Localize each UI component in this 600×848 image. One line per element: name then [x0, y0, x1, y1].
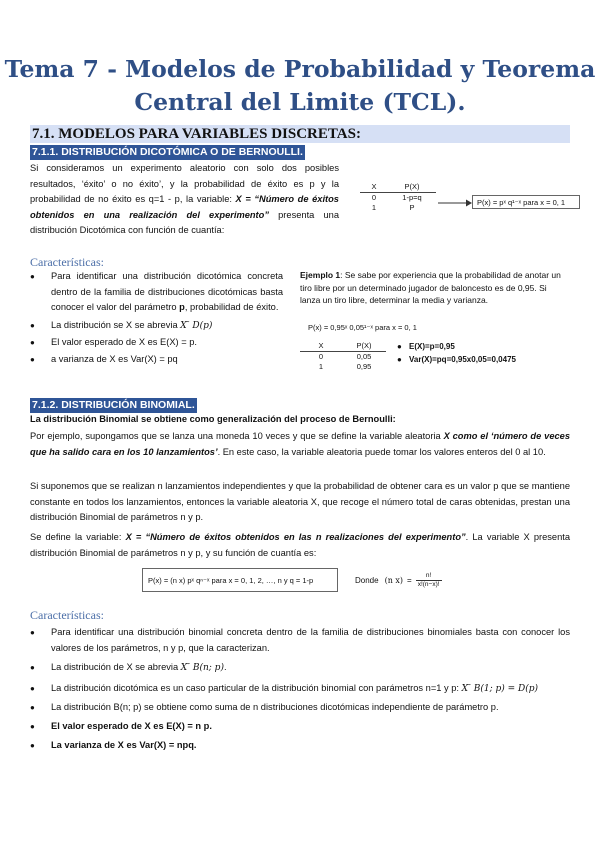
binomial-intro: La distribución Binomial se obtiene como generalización del proceso de Bernoulli: — [30, 414, 396, 424]
list-item: ● El valor esperado de X es E(X) = n p. — [30, 719, 570, 735]
combination-definition: Donde (n x) = $\frac{n!}{x!(n-x)!}$ — [355, 571, 440, 588]
table-header: P(X) — [356, 341, 372, 350]
example-1-formula: P(x) = 0,95ˣ 0,05¹⁻ˣ para x = 0, 1 — [308, 323, 417, 332]
bernoulli-formula: P(x) = pˣ q¹⁻ˣ para x = 0, 1 — [472, 195, 580, 209]
table-cell: P — [409, 203, 415, 212]
page-title — [0, 53, 600, 119]
arrow-right-icon — [438, 198, 472, 208]
section-heading-7-1-1: 7.1.1. DISTRIBUCIÓN DICOTÓMICA O DE BERNOULLI. — [32, 146, 303, 158]
binomial-paragraph-3: Se define la variable: X = “Número de éxitos obtenidos en las n realizaciones del experimento”. La variable X presenta distribución Binomial de parámetros n y p, y su función de cuantía es: — [30, 532, 570, 558]
example-1-text: Ejemplo 1: Se sabe por experiencia que la probabilidad de anotar un tiro libre por un determinado jugador de baloncesto es de 0,95. Si lanza un tiro libre, determinar la media y varianza. — [300, 270, 561, 305]
list-item: ● Para identificar una distribución dicotómica concreta dentro de la familia de distribuciones dicotómicas basta conocer el valor del parámetro p, probabilidad de éxito. — [30, 269, 283, 316]
table-header: X — [371, 182, 377, 191]
list-item: ● La distribución B(n; p) se obtiene como suma de n distribuciones dicotómicas independiente de parámetro p. — [30, 700, 570, 716]
binomial-paragraph-1: Por ejemplo, supongamos que se lanza una moneda 10 veces y que se define la variable aleatoria X como el ‘número de veces que ha salido cara en los 10 lanzamientos’. En este caso, la variable aleatoria puede tomar los valores enteros del 0 al 10. — [30, 431, 570, 457]
table-cell: 1-p=q — [402, 193, 422, 202]
list-item: ● El valor esperado de X es E(X) = p. — [30, 335, 283, 351]
bernoulli-table — [360, 182, 436, 213]
example-1-table — [300, 341, 386, 372]
list-item: ● La distribución se X se abrevia X ̃ D(p) — [30, 318, 283, 335]
combination-symbol: (n x) — [384, 575, 404, 585]
list-item: ● La varianza de X es Var(X) = npq. — [30, 738, 570, 754]
table-header: X — [318, 341, 324, 350]
list-item: ● E(X)=p=0,95 — [397, 340, 516, 353]
characteristics-heading: Características: — [30, 608, 104, 622]
list-item: ● La distribución de X se abrevia X ̃ B(n; p). — [30, 660, 570, 677]
table-cell: 0,05 — [356, 352, 372, 361]
binomial-paragraph-2: Si suponemos que se realizan n lanzamientos independientes y que la probabilidad de obtener cara es un valor p que se mantiene constante en todos los lanzamientos, entonces la variable aleatoria X, que recoge el número total de caras obtenidas, prestan una distribución Binomial de parámetros n y p. — [30, 481, 570, 523]
combination-fraction: $\frac{n!}{x!(n-x)!}$ — [417, 571, 440, 588]
list-item: ● Para identificar una distribución binomial concreta dentro de la familia de distribuciones binomiales basta con conocer los valores de los parámetros, n y p, que la caracterizan. — [30, 625, 570, 656]
section-heading-7-1-2: 7.1.2. DISTRIBUCIÓN BINOMIAL. — [32, 399, 195, 411]
title-line-2: Central del Limite (TCL). — [134, 88, 466, 116]
list-item: ● Var(X)=pq=0,95x0,05=0,0475 — [397, 353, 516, 366]
section-heading-7-1: 7.1. MODELOS PARA VARIABLES DISCRETAS: — [30, 125, 570, 143]
table-cell: 1 — [318, 362, 324, 371]
donde-label: Donde — [355, 575, 379, 585]
list-item: ● La distribución dicotómica es un caso particular de la distribución binomial con parámetros n=1 y p: X ̃ B(1; p) = D(p) — [30, 681, 570, 698]
table-header: P(X) — [404, 182, 420, 191]
example-1-results — [397, 340, 516, 366]
table-cell: 0,95 — [356, 362, 372, 371]
binomial-characteristics-list — [30, 625, 570, 753]
bernoulli-characteristics-list — [30, 269, 283, 368]
table-cell: 0 — [318, 352, 324, 361]
table-cell: 0 — [371, 193, 377, 202]
characteristics-heading: Características: — [30, 255, 104, 269]
title-line-1: Tema 7 - Modelos de Probabilidad y Teorema — [4, 55, 596, 83]
bernoulli-paragraph: Si consideramos un experimento aleatorio con solo dos posibles resultados, ‘éxito’ o no éxito’, y la probabilidad de éxito es p y la probabilidad de no éxito es q=1 - p, la variable: X = “Número de éxitos obtenidos en una realización del experimento” presenta una distribución Dicotómica con función de cuantía: — [30, 163, 339, 236]
table-cell: 1 — [371, 203, 377, 212]
binomial-formula: P(x) = (n x) pˣ qⁿ⁻ˣ para x = 0, 1, 2, …, n y q = 1-p — [142, 568, 338, 592]
list-item: ● a varianza de X es Var(X) = pq — [30, 352, 283, 368]
